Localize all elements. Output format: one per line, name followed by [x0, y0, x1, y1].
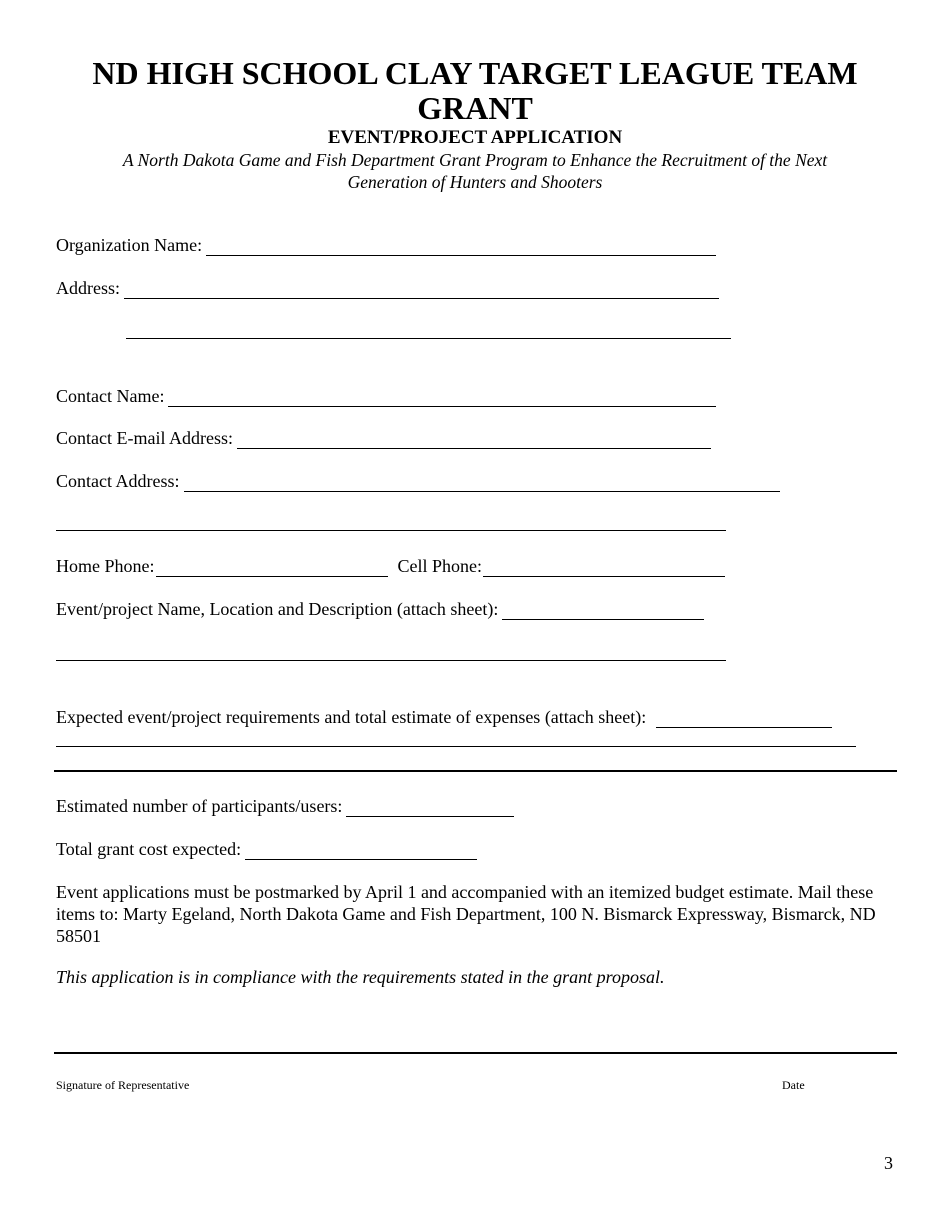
home-phone-field[interactable] [156, 559, 388, 577]
expenses-line-2-field[interactable] [56, 746, 856, 747]
signature-label: Signature of Representative [56, 1078, 190, 1092]
section-divider [54, 770, 897, 772]
address-label: Address: [56, 278, 120, 298]
contact-name-row [56, 385, 716, 407]
contact-name-label: Contact Name: [56, 386, 165, 406]
contact-email-field[interactable] [237, 431, 711, 449]
compliance-statement: This application is in compliance with the requirements stated in the grant proposal. [56, 967, 665, 987]
participants-row [56, 795, 514, 817]
participants-label: Estimated number of participants/users: [56, 796, 343, 816]
mailing-instructions: Event applications must be postmarked by April 1 and accompanied with an itemized budget estimate. Mail these items to: Marty Egeland, North Dakota Game and Fish Department, 100 N. Bismarck Expressway, Bismarck, ND 58501 [56, 882, 876, 946]
organization-name-field[interactable] [206, 238, 716, 256]
organization-name-label: Organization Name: [56, 235, 203, 255]
address-field[interactable] [124, 281, 719, 299]
contact-address-field[interactable] [184, 474, 780, 492]
form-title: ND HIGH SCHOOL CLAY TARGET LEAGUE TEAM GRANT [92, 55, 858, 126]
expenses-row [56, 706, 832, 728]
event-description-label: Event/project Name, Location and Description (attach sheet): [56, 599, 499, 619]
contact-address-label: Contact Address: [56, 471, 180, 491]
contact-email-row [56, 427, 711, 449]
expenses-field[interactable] [656, 710, 832, 728]
contact-address-row [56, 470, 780, 492]
cell-phone-label: Cell Phone: [397, 556, 482, 576]
form-subtitle: EVENT/PROJECT APPLICATION [327, 127, 623, 148]
phone-row [56, 555, 725, 577]
signature-line[interactable] [54, 1052, 897, 1054]
event-description-row [56, 598, 704, 620]
page-number: 3 [884, 1153, 893, 1173]
participants-field[interactable] [346, 799, 514, 817]
grant-cost-field[interactable] [245, 842, 477, 860]
expenses-label: Expected event/project requirements and total estimate of expenses (attach sheet): [56, 707, 647, 727]
address-row [56, 277, 719, 299]
home-phone-label: Home Phone: [56, 556, 155, 576]
event-description-field[interactable] [502, 602, 704, 620]
grant-cost-label: Total grant cost expected: [56, 839, 242, 859]
date-label: Date [782, 1078, 805, 1092]
form-tagline: A North Dakota Game and Fish Department Grant Program to Enhance the Recruitment of the Next Generation of Hunters and Shooters [122, 150, 828, 192]
event-description-line-2-field[interactable] [56, 660, 726, 661]
contact-address-line-2-field[interactable] [56, 530, 726, 531]
contact-name-field[interactable] [168, 389, 716, 407]
contact-email-label: Contact E-mail Address: [56, 428, 233, 448]
organization-name-row [56, 234, 716, 256]
cell-phone-field[interactable] [483, 559, 725, 577]
address-line-2-field[interactable] [126, 338, 731, 339]
grant-cost-row [56, 838, 477, 860]
